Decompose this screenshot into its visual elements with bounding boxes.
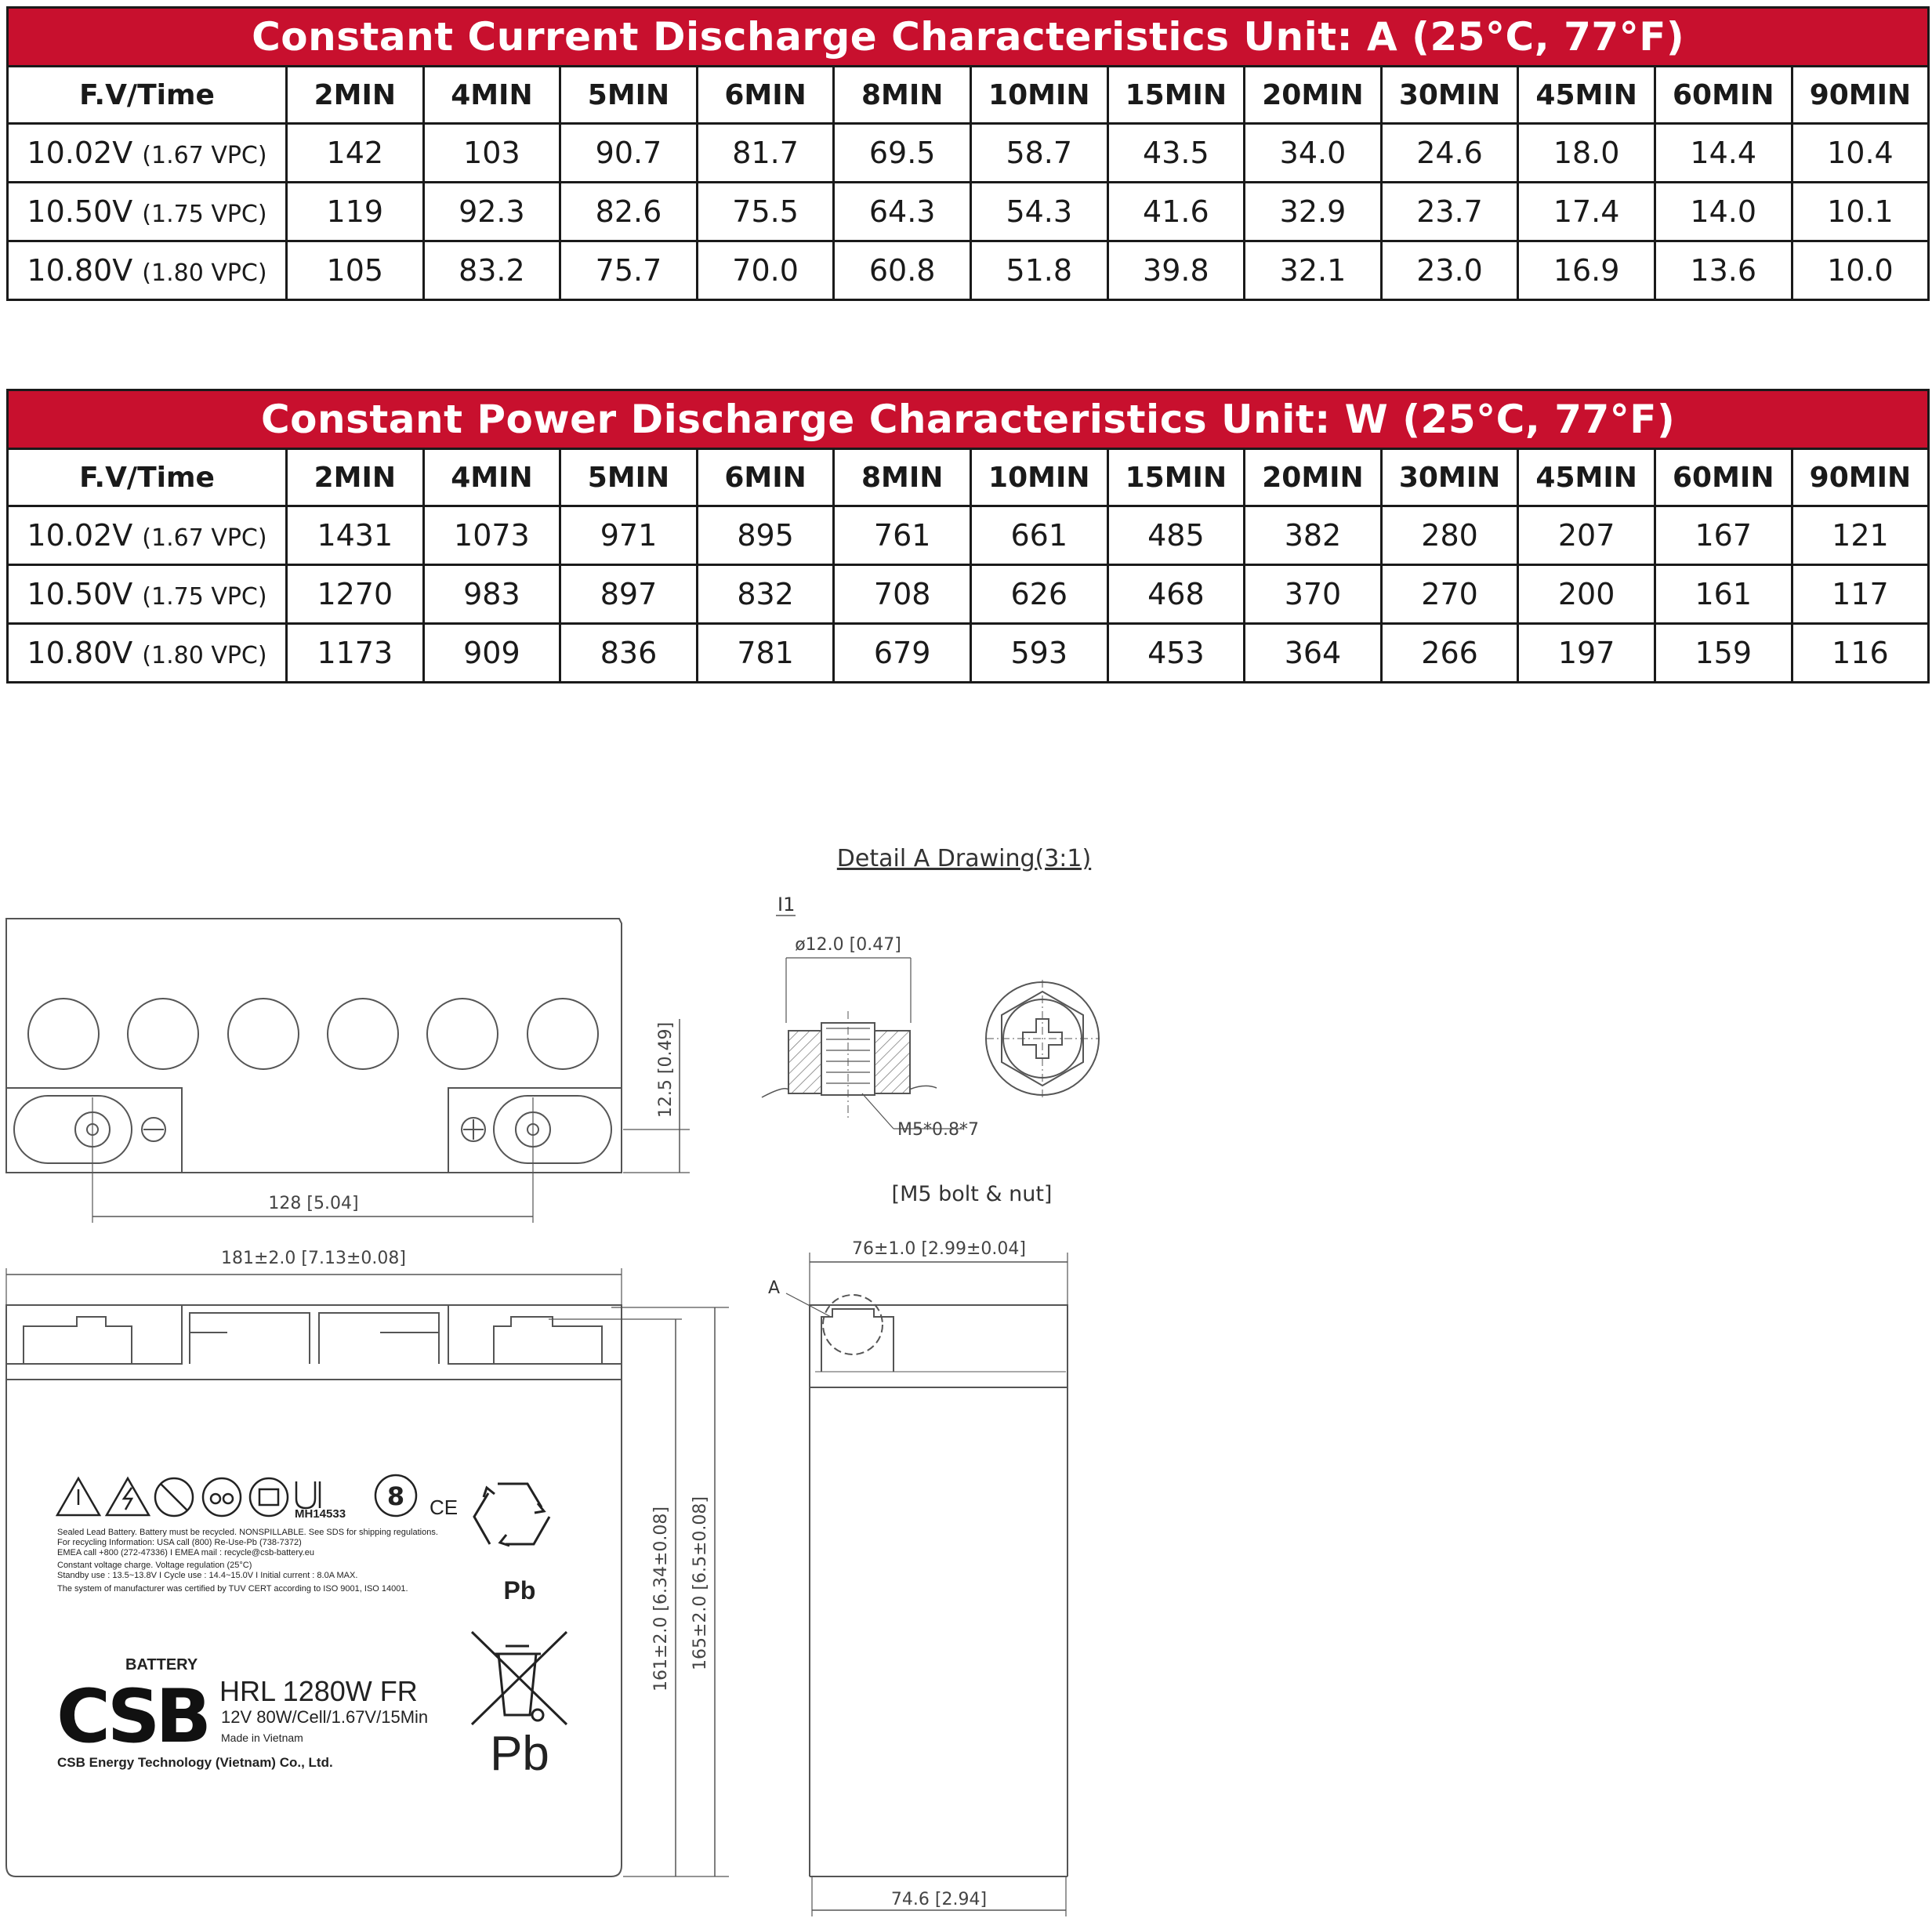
table-cell: 159 <box>1655 624 1792 683</box>
final-voltage-cell: 10.80V (1.80 VPC) <box>8 624 287 683</box>
table-cell: 51.8 <box>970 241 1107 300</box>
table-cell: 24.6 <box>1381 124 1518 183</box>
ul-number: MH14533 <box>295 1507 346 1521</box>
table-cell: 116 <box>1792 624 1929 683</box>
table-cell: 971 <box>560 506 698 565</box>
table-cell: 370 <box>1245 565 1382 624</box>
column-header: 6MIN <box>697 67 834 124</box>
brand-sub: BATTERY <box>125 1656 198 1673</box>
table-cell: 90.7 <box>560 124 698 183</box>
ul-mark-icon <box>296 1481 320 1508</box>
table-cell: 14.0 <box>1655 183 1792 241</box>
svg-text:For recycling Information: USA: For recycling Information: USA call (800) Re-Use-Pb (738-7372) <box>57 1538 302 1547</box>
table-cell: 270 <box>1381 565 1518 624</box>
final-voltage-cell: 10.80V (1.80 VPC) <box>8 241 287 300</box>
table-cell: 10.0 <box>1792 241 1929 300</box>
column-header: 2MIN <box>287 67 424 124</box>
table-cell: 23.7 <box>1381 183 1518 241</box>
column-header: 60MIN <box>1655 449 1792 506</box>
table-cell: 60.8 <box>834 241 971 300</box>
table-cell: 832 <box>697 565 834 624</box>
table-cell: 167 <box>1655 506 1792 565</box>
column-header: 20MIN <box>1245 67 1382 124</box>
table-cell: 117 <box>1792 565 1929 624</box>
table-cell: 103 <box>423 124 560 183</box>
column-header: 6MIN <box>697 449 834 506</box>
table-cell: 39.8 <box>1107 241 1245 300</box>
detail-title: Detail A Drawing(3:1) <box>836 845 1092 872</box>
table-cell: 836 <box>560 624 698 683</box>
table-cell: 70.0 <box>697 241 834 300</box>
dim-terminal-spacing: 128 [5.04] <box>268 1194 359 1213</box>
dim-width-top: 76±1.0 [2.99±0.04] <box>852 1239 1026 1259</box>
svg-text:Sealed Lead Battery. Battery m: Sealed Lead Battery. Battery must be recycled. NONSPILLABLE. See SDS for shipping regulations. <box>57 1528 438 1537</box>
table-cell: 453 <box>1107 624 1245 683</box>
dim-length: 181±2.0 [7.13±0.08] <box>221 1249 406 1268</box>
power-table-title: Constant Power Discharge Characteristics Unit: W (25°C, 77°F) <box>8 390 1929 449</box>
current-table-title: Constant Current Discharge Characteristics Unit: A (25°C, 77°F) <box>8 8 1929 67</box>
column-header: 15MIN <box>1107 449 1245 506</box>
table-cell: 23.0 <box>1381 241 1518 300</box>
crossed-bin-icon <box>472 1632 567 1724</box>
column-header: 20MIN <box>1245 449 1382 506</box>
table-cell: 781 <box>697 624 834 683</box>
svg-text:The system of manufacturer was: The system of manufacturer was certified by TUV CERT according to ISO 9001, ISO 14001. <box>57 1584 408 1594</box>
table-cell: 81.7 <box>697 124 834 183</box>
table-cell: 14.4 <box>1655 124 1792 183</box>
column-header: 2MIN <box>287 449 424 506</box>
table-cell: 1173 <box>287 624 424 683</box>
safety-icons <box>57 1475 416 1516</box>
column-header: 4MIN <box>423 67 560 124</box>
final-voltage-cell: 10.02V (1.67 VPC) <box>8 506 287 565</box>
table-cell: 16.9 <box>1518 241 1655 300</box>
side-view <box>786 1253 1067 1916</box>
eye-protection-icon <box>203 1478 241 1516</box>
thread-spec: M5*0.8*7 <box>897 1120 979 1140</box>
table-cell: 75.7 <box>560 241 698 300</box>
svg-text:Constant voltage charge. Volta: Constant voltage charge. Voltage regulation (25°C) <box>57 1561 252 1570</box>
column-header: 45MIN <box>1518 67 1655 124</box>
table-cell: 626 <box>970 565 1107 624</box>
table-cell: 17.4 <box>1518 183 1655 241</box>
table-cell: 266 <box>1381 624 1518 683</box>
svg-text:Standby use : 13.5~13.8V I C: Standby use : 13.5~13.8V I Cycle use : 14.4~15.0V I Initial current : 8.0A MAX. <box>57 1571 358 1580</box>
table-cell: 909 <box>423 624 560 683</box>
table-cell: 200 <box>1518 565 1655 624</box>
table-cell: 280 <box>1381 506 1518 565</box>
table-cell: 197 <box>1518 624 1655 683</box>
column-header: 8MIN <box>834 449 971 506</box>
table-cell: 761 <box>834 506 971 565</box>
table-cell: 105 <box>287 241 424 300</box>
bolt-diameter: ø12.0 [0.47] <box>795 935 901 955</box>
table-cell: 64.3 <box>834 183 971 241</box>
final-voltage-cell: 10.02V (1.67 VPC) <box>8 124 287 183</box>
table-cell: 58.7 <box>970 124 1107 183</box>
column-header: 5MIN <box>560 67 698 124</box>
column-header: 5MIN <box>560 449 698 506</box>
dim-vent-height: 12.5 [0.49] <box>656 1021 676 1119</box>
bolt-note: [M5 bolt & nut] <box>891 1182 1053 1206</box>
table-cell: 92.3 <box>423 183 560 241</box>
table-cell: 661 <box>970 506 1107 565</box>
final-voltage-cell: 10.50V (1.75 VPC) <box>8 565 287 624</box>
table-cell: 13.6 <box>1655 241 1792 300</box>
table-cell: 43.5 <box>1107 124 1245 183</box>
bolt-section-icon <box>762 958 964 1129</box>
table-cell: 207 <box>1518 506 1655 565</box>
table-cell: 54.3 <box>970 183 1107 241</box>
table-cell: 10.1 <box>1792 183 1929 241</box>
table-cell: 75.5 <box>697 183 834 241</box>
warning-text <box>57 1528 438 1594</box>
dim-height-case: 161±2.0 [6.34±0.08] <box>651 1507 671 1692</box>
svg-text:8: 8 <box>386 1481 405 1511</box>
recycle-icon <box>474 1484 549 1546</box>
table-cell: 34.0 <box>1245 124 1382 183</box>
model-name: HRL 1280W FR <box>219 1675 418 1707</box>
table-cell: 382 <box>1245 506 1382 565</box>
table-cell: 10.4 <box>1792 124 1929 183</box>
electric-hazard-icon <box>107 1478 149 1515</box>
column-header: 4MIN <box>423 449 560 506</box>
dim-height-total: 165±2.0 [6.5±0.08] <box>691 1496 710 1670</box>
table-cell: 364 <box>1245 624 1382 683</box>
column-header: 60MIN <box>1655 67 1792 124</box>
column-header: 30MIN <box>1381 449 1518 506</box>
table-cell: 1431 <box>287 506 424 565</box>
top-view <box>6 919 690 1223</box>
column-header: 10MIN <box>970 449 1107 506</box>
company-name: CSB Energy Technology (Vietnam) Co., Ltd. <box>57 1755 333 1770</box>
recycle-pb: Pb <box>503 1576 536 1604</box>
svg-text:EMEA call +800 (272-47336) I: EMEA call +800 (272-47336) I EMEA mail : recycle@csb-battery.eu <box>57 1548 314 1557</box>
table-cell: 708 <box>834 565 971 624</box>
bin-pb: Pb <box>490 1727 549 1781</box>
manual-icon <box>250 1478 288 1516</box>
table-cell: 18.0 <box>1518 124 1655 183</box>
table-cell: 83.2 <box>423 241 560 300</box>
bolt-top-icon <box>986 980 1099 1097</box>
table-cell: 593 <box>970 624 1107 683</box>
column-header: F.V/Time <box>8 449 287 506</box>
table-cell: 119 <box>287 183 424 241</box>
table-cell: 895 <box>697 506 834 565</box>
table-cell: 1073 <box>423 506 560 565</box>
table-cell: 1270 <box>287 565 424 624</box>
column-header: 45MIN <box>1518 449 1655 506</box>
table-cell: 69.5 <box>834 124 971 183</box>
column-header: 15MIN <box>1107 67 1245 124</box>
dim-width-bottom: 74.6 [2.94] <box>890 1890 988 1909</box>
detail-ref: I1 <box>778 894 796 916</box>
model-spec: 12V 80W/Cell/1.67V/15Min <box>221 1707 429 1727</box>
ce-mark: CE <box>430 1496 459 1519</box>
column-header: 30MIN <box>1381 67 1518 124</box>
table-cell: 468 <box>1107 565 1245 624</box>
table-cell: 897 <box>560 565 698 624</box>
csb-logo: CSB <box>56 1674 208 1760</box>
final-voltage-cell: 10.50V (1.75 VPC) <box>8 183 287 241</box>
table-cell: 32.1 <box>1245 241 1382 300</box>
column-header: 8MIN <box>834 67 971 124</box>
table-cell: 485 <box>1107 506 1245 565</box>
table-cell: 32.9 <box>1245 183 1382 241</box>
detail-marker: A <box>768 1278 781 1298</box>
table-cell: 142 <box>287 124 424 183</box>
table-cell: 121 <box>1792 506 1929 565</box>
table-cell: 679 <box>834 624 971 683</box>
made-in: Made in Vietnam <box>221 1731 303 1744</box>
column-header: 90MIN <box>1792 449 1929 506</box>
table-cell: 41.6 <box>1107 183 1245 241</box>
column-header: F.V/Time <box>8 67 287 124</box>
table-cell: 983 <box>423 565 560 624</box>
table-cell: 82.6 <box>560 183 698 241</box>
column-header: 10MIN <box>970 67 1107 124</box>
column-header: 90MIN <box>1792 67 1929 124</box>
table-cell: 161 <box>1655 565 1792 624</box>
